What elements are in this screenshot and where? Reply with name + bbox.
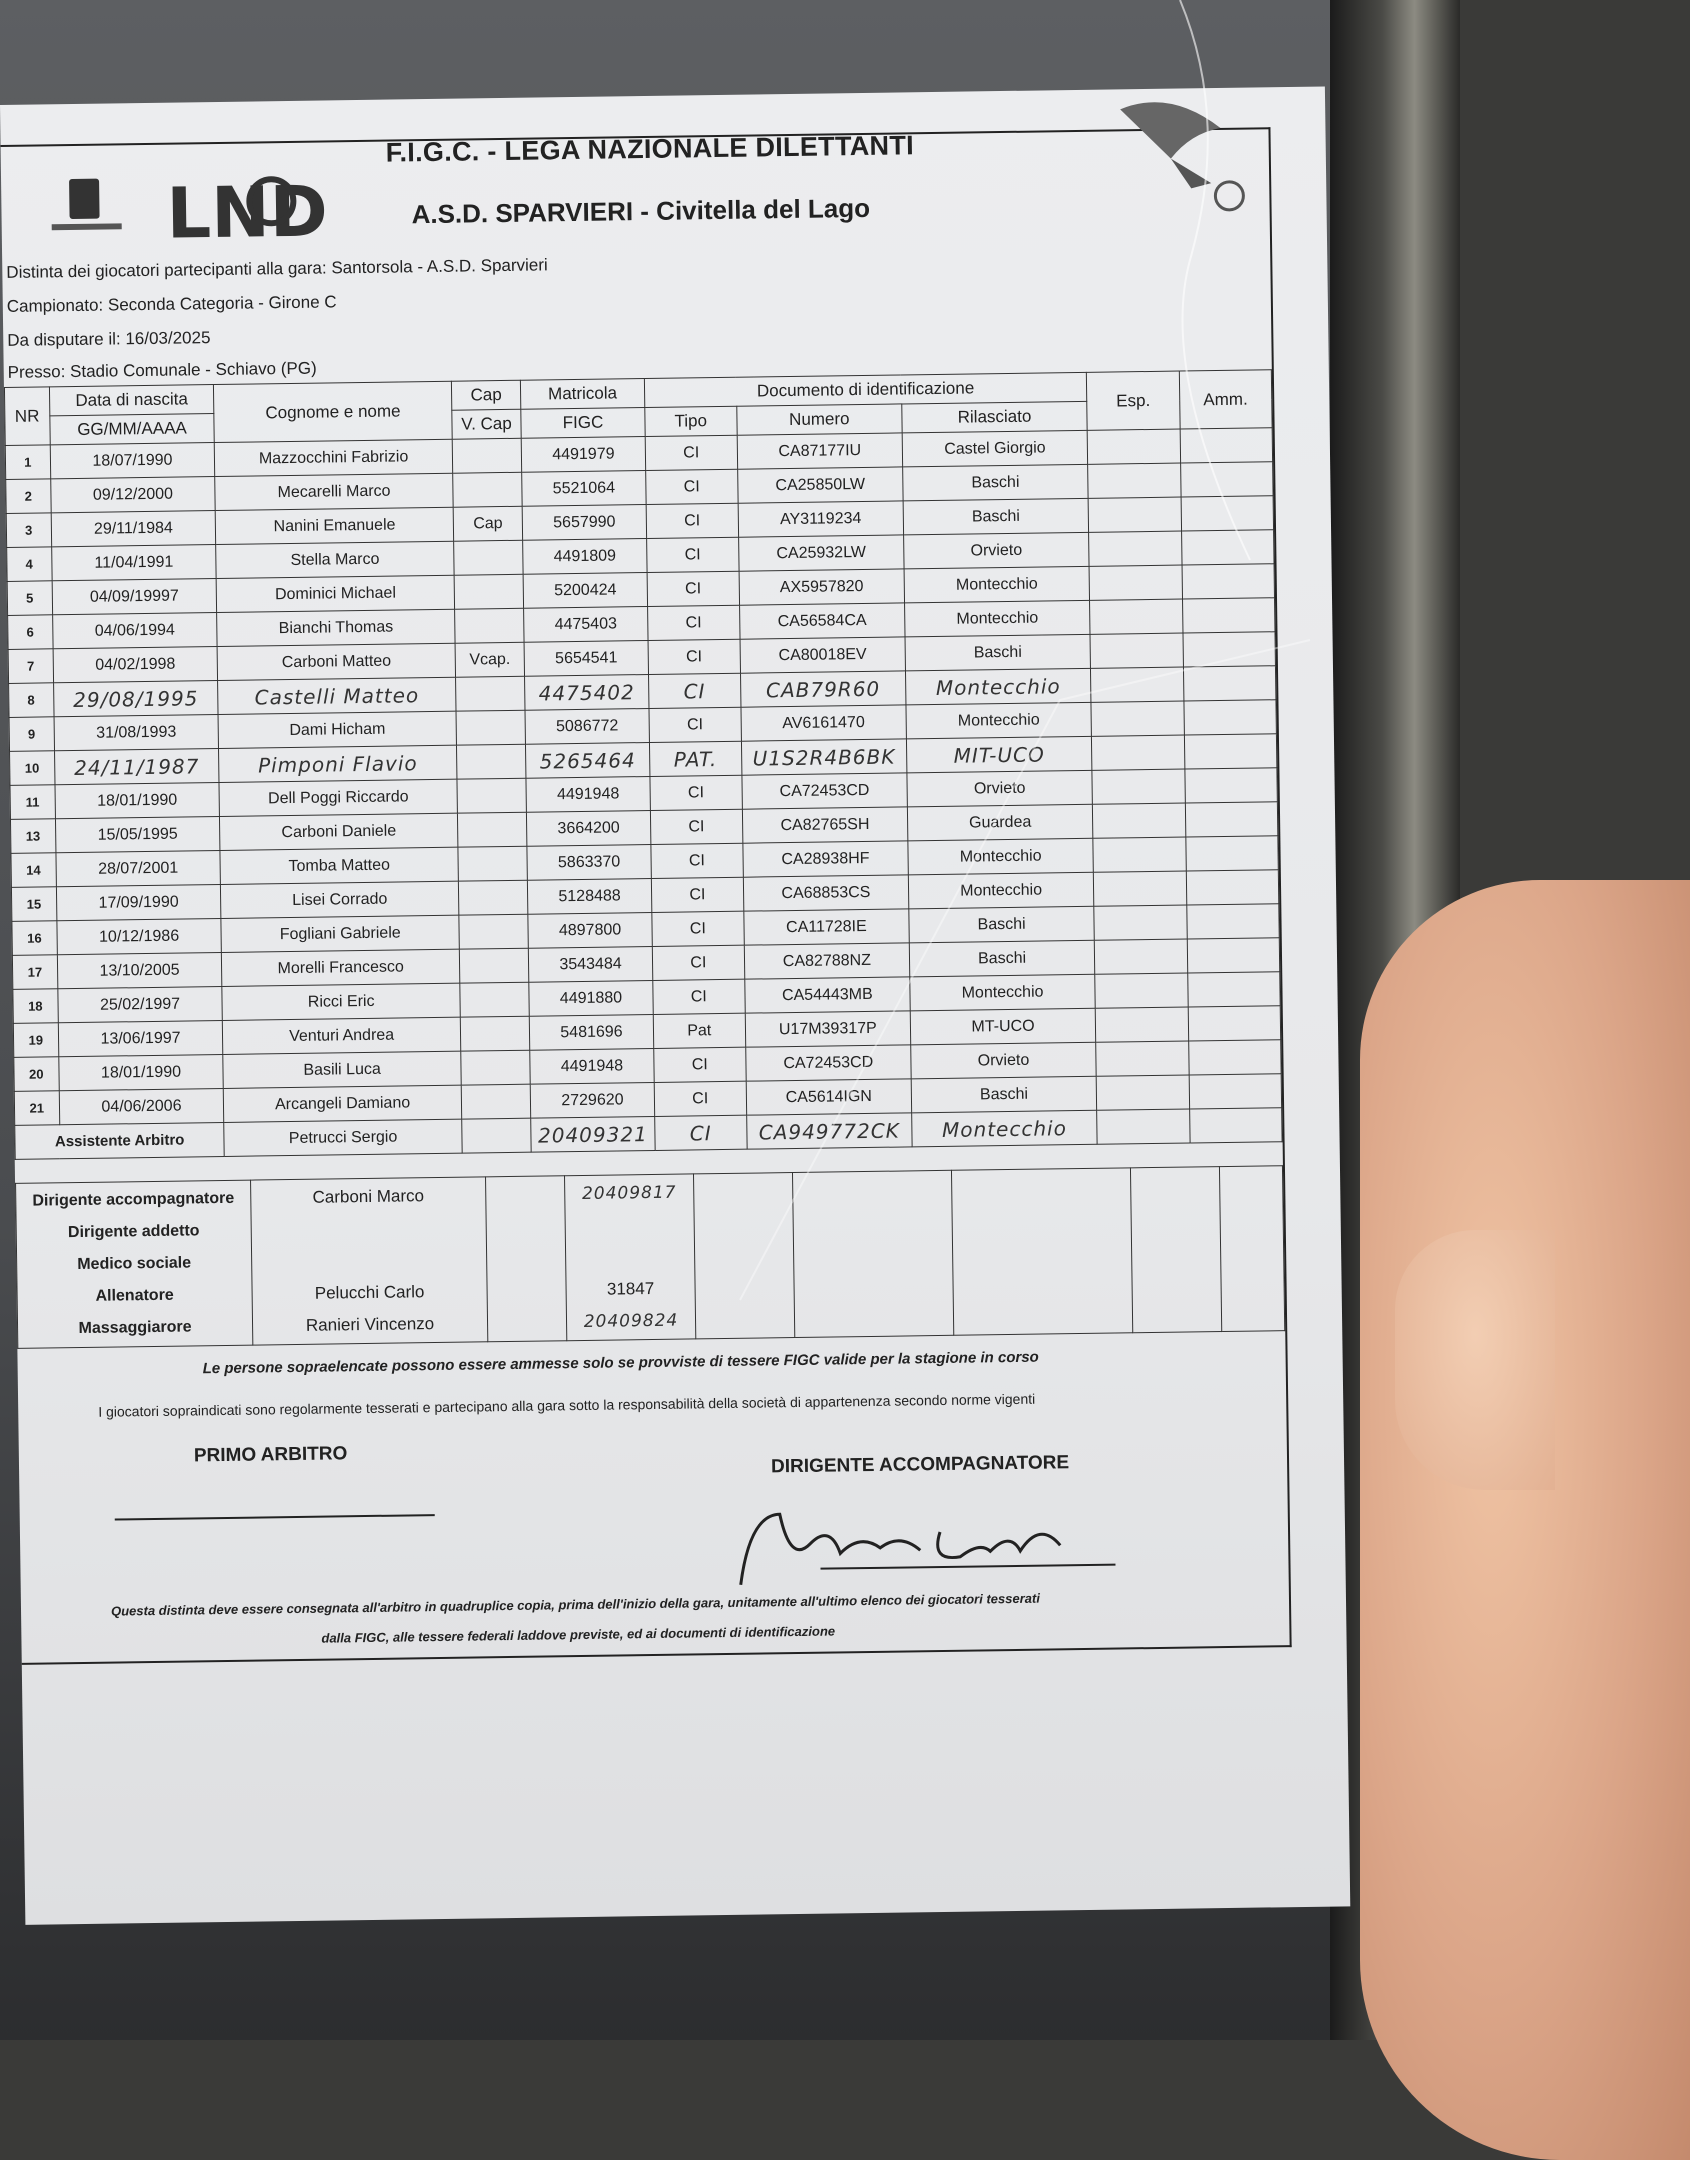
player-name: Venturi Andrea (223, 1017, 461, 1054)
federation-title: F.I.G.C. - LEGA NAZIONALE DILETTANTI (385, 130, 915, 168)
staff-role-massaggiatore: Massaggiarore (78, 1318, 192, 1338)
col-tipo: Tipo (644, 406, 737, 436)
player-cap (456, 744, 526, 779)
player-nr: 3 (6, 513, 51, 548)
player-tipo: CI (647, 605, 740, 640)
player-name: Bianchi Thomas (217, 609, 455, 646)
player-numero: U1S2R4B6BK (741, 739, 906, 775)
player-tipo: CI (645, 435, 738, 470)
player-numero: AX5957820 (739, 569, 904, 605)
player-matricola: 4491880 (529, 980, 653, 1016)
player-amm (1186, 904, 1279, 939)
player-tipo: CI (650, 809, 743, 844)
player-matricola: 3543484 (529, 946, 653, 982)
assistant-esp (1097, 1109, 1190, 1144)
player-rilasciato: Montecchio (908, 872, 1094, 909)
player-matricola: 4475403 (524, 607, 648, 643)
player-nr: 9 (9, 717, 54, 752)
staff-mat-medico (570, 1240, 690, 1274)
manager-label: DIRIGENTE ACCOMPAGNATORE (770, 1452, 1070, 1478)
player-rilasciato: Castel Giorgio (902, 430, 1088, 467)
player-matricola: 5481696 (530, 1014, 654, 1050)
player-nr: 8 (9, 683, 54, 718)
assistant-name: Petrucci Sergio (224, 1119, 462, 1156)
player-name: Mecarelli Marco (215, 473, 453, 510)
player-tipo: CI (652, 911, 745, 946)
player-matricola: 5521064 (522, 471, 646, 507)
player-birth: 28/07/2001 (56, 850, 221, 886)
player-numero: CA72453CD (742, 773, 907, 809)
player-tipo: CI (649, 707, 742, 742)
player-matricola: 5863370 (527, 844, 651, 880)
player-nr: 10 (10, 751, 55, 786)
player-tipo: CI (648, 673, 741, 708)
col-document: Documento di identificazione (644, 372, 1087, 407)
player-cap (458, 880, 528, 915)
player-esp (1094, 871, 1187, 906)
staff-name-massaggiatore: Ranieri Vincenzo (305, 1314, 435, 1335)
player-esp (1092, 769, 1185, 804)
staff-name-addetto (256, 1211, 482, 1246)
player-tipo: CI (646, 537, 739, 572)
player-nr: 4 (7, 547, 52, 582)
player-amm (1184, 700, 1277, 735)
player-numero: CA25850LW (738, 467, 903, 503)
finger (1360, 880, 1690, 2160)
player-numero: CA68853CS (743, 875, 908, 911)
assistant-tipo: CI (654, 1115, 747, 1150)
player-tipo: CI (650, 775, 743, 810)
player-rilasciato: Montecchio (905, 668, 1091, 705)
player-nr: 2 (6, 479, 51, 514)
player-cap: Vcap. (455, 642, 525, 677)
player-amm (1180, 462, 1273, 497)
player-nr: 6 (8, 615, 53, 650)
player-esp (1095, 939, 1188, 974)
player-name: Carboni Daniele (220, 813, 458, 850)
player-birth: 11/04/1991 (51, 545, 216, 581)
player-name: Morelli Francesco (222, 949, 460, 986)
player-amm (1188, 1040, 1281, 1075)
player-tipo: CI (651, 843, 744, 878)
player-birth: 18/07/1990 (50, 443, 215, 479)
player-birth: 09/12/2000 (50, 477, 215, 513)
player-amm (1186, 870, 1279, 905)
player-nr: 11 (10, 785, 55, 820)
player-birth: 04/09/19997 (52, 579, 217, 615)
staff-role-allenatore: Allenatore (95, 1286, 174, 1305)
staff-mat-dirigente: 20409817 (581, 1182, 677, 1204)
player-rilasciato: Baschi (903, 498, 1089, 535)
player-numero: CA11728IE (744, 909, 909, 945)
player-nr: 20 (14, 1057, 59, 1092)
staff-mat-massaggiatore: 20409824 (583, 1310, 679, 1332)
player-numero: CA25932LW (739, 535, 904, 571)
player-numero: CA87177IU (737, 433, 902, 469)
col-vcap: V. Cap (452, 409, 522, 439)
player-rilasciato: Baschi (905, 634, 1091, 671)
player-numero: CA28938HF (743, 841, 908, 877)
staff-mat-allenatore: 31847 (606, 1278, 655, 1299)
assistant-amm (1189, 1108, 1282, 1143)
player-esp (1097, 1075, 1190, 1110)
staff-name-medico (256, 1243, 482, 1278)
player-birth: 18/01/1990 (55, 783, 220, 819)
assistant-numero: CA949772CK (747, 1113, 912, 1149)
player-cap (460, 1016, 530, 1051)
player-cap (461, 1050, 531, 1085)
player-nr: 18 (13, 989, 58, 1024)
player-nr: 16 (12, 921, 57, 956)
player-matricola: 4491979 (522, 437, 646, 473)
player-numero: AY3119234 (738, 501, 903, 537)
player-amm (1187, 972, 1280, 1007)
player-nr: 13 (10, 819, 55, 854)
player-matricola: 3664200 (527, 810, 651, 846)
player-cap (454, 574, 524, 609)
player-tipo: CI (648, 639, 741, 674)
player-rilasciato: Orvieto (907, 770, 1093, 807)
player-name: Basili Luca (223, 1051, 461, 1088)
player-rilasciato: Baschi (911, 1076, 1097, 1113)
player-name: Dominici Michael (217, 575, 455, 612)
player-cap (453, 472, 523, 507)
staff-name-allenatore: Pelucchi Carlo (314, 1282, 425, 1303)
staff-name-dirigente: Carboni Marco (312, 1186, 425, 1207)
player-name: Fogliani Gabriele (221, 915, 459, 952)
club-title: A.S.D. SPARVIERI - Civitella del Lago (411, 192, 871, 230)
player-name: Nanini Emanuele (216, 507, 454, 544)
player-name: Tomba Matteo (220, 847, 458, 884)
player-rilasciato: Guardea (907, 804, 1093, 841)
player-matricola: 5128488 (528, 878, 652, 914)
player-amm (1183, 666, 1276, 701)
player-cap (458, 846, 528, 881)
player-rilasciato: Montecchio (904, 566, 1090, 603)
player-nr: 15 (11, 887, 56, 922)
player-numero: CA72453CD (746, 1045, 911, 1081)
col-birth-format: GG/MM/AAAA (49, 414, 214, 445)
col-figc: FIGC (521, 408, 645, 439)
player-tipo: CI (651, 877, 744, 912)
col-rilasciato: Rilasciato (902, 401, 1088, 433)
player-matricola: 4897800 (528, 912, 652, 948)
player-name: Lisei Corrado (221, 881, 459, 918)
player-matricola: 5657990 (522, 505, 646, 541)
player-esp (1088, 497, 1181, 532)
player-esp (1091, 667, 1184, 702)
player-esp (1094, 905, 1187, 940)
player-matricola: 4491948 (526, 776, 650, 812)
staff-mat-addetto (569, 1208, 689, 1242)
player-rilasciato: Montecchio (906, 702, 1092, 739)
player-rilasciato: Baschi (902, 464, 1088, 501)
player-nr: 5 (7, 581, 52, 616)
player-rilasciato: Baschi (909, 906, 1095, 943)
player-nr: 21 (14, 1091, 59, 1126)
player-esp (1090, 633, 1183, 668)
player-esp (1093, 837, 1186, 872)
player-nr: 1 (5, 445, 50, 480)
player-matricola: 5265464 (526, 742, 650, 778)
footer-note-2: dalla FIGC, alle tessere federali laddove previste, ed ai documenti di identificazione (321, 1623, 836, 1646)
player-name: Dell Poggi Riccardo (219, 779, 457, 816)
player-name: Castelli Matteo (218, 677, 456, 714)
player-birth: 04/02/1998 (53, 647, 218, 683)
player-birth: 18/01/1990 (58, 1054, 223, 1090)
col-cap: Cap (451, 380, 521, 410)
player-cap (457, 812, 527, 847)
player-name: Pimponi Flavio (219, 745, 457, 782)
player-rilasciato: MT-UCO (910, 1008, 1096, 1045)
col-birth: Data di nascita (49, 385, 214, 416)
player-amm (1185, 768, 1278, 803)
player-birth: 13/10/2005 (57, 952, 222, 988)
col-nr: NR (4, 387, 49, 446)
player-rilasciato: Montecchio (904, 600, 1090, 637)
player-birth: 17/09/1990 (56, 884, 221, 920)
player-amm (1185, 802, 1278, 837)
player-numero: CA82765SH (742, 807, 907, 843)
player-birth: 25/02/1997 (57, 986, 222, 1022)
player-name: Arcangeli Damiano (224, 1085, 462, 1122)
manager-signature (719, 1469, 1141, 1605)
venue-info: Presso: Stadio Comunale - Schiavo (PG) (7, 358, 317, 382)
player-name: Dami Hicham (218, 711, 456, 748)
staff-role-dirigente: Dirigente accompagnatore (32, 1189, 235, 1210)
player-nr: 14 (11, 853, 56, 888)
player-esp (1088, 463, 1181, 498)
player-rilasciato: Montecchio (908, 838, 1094, 875)
staff-table (15, 1165, 1285, 1349)
player-numero: CA56584CA (739, 603, 904, 639)
championship-info: Campionato: Seconda Categoria - Girone C (6, 292, 337, 316)
player-matricola: 5086772 (525, 709, 649, 745)
player-cap: Cap (453, 506, 523, 541)
player-esp (1095, 973, 1188, 1008)
player-tipo: PAT. (649, 741, 742, 776)
players-table (4, 369, 1283, 1160)
player-tipo: Pat (653, 1013, 746, 1048)
player-rilasciato: Orvieto (903, 532, 1089, 569)
staff-role-medico: Medico sociale (77, 1254, 192, 1274)
player-esp (1092, 735, 1185, 770)
match-info: Distinta dei giocatori partecipanti alla gara: Santorsola - A.S.D. Sparvieri (6, 255, 548, 282)
assistant-matricola: 20409321 (531, 1116, 655, 1152)
date-info: Da disputare il: 16/03/2025 (7, 328, 211, 350)
player-birth: 10/12/1986 (56, 918, 221, 954)
player-birth: 29/08/1995 (53, 681, 218, 717)
player-amm (1189, 1074, 1282, 1109)
player-tipo: CI (653, 1047, 746, 1082)
player-esp (1088, 429, 1181, 464)
player-birth: 04/06/2006 (59, 1088, 224, 1124)
assistant-rilasciato: Montecchio (911, 1110, 1097, 1147)
player-cap (455, 676, 525, 711)
player-esp (1093, 803, 1186, 838)
players-note: I giocatori sopraindicati sono regolarmente tesserati e partecipano alla gara sotto la responsabilità della società di appartenenza secondo norme vigenti (98, 1390, 1036, 1420)
player-amm (1183, 632, 1276, 667)
player-cap (452, 438, 522, 473)
player-numero: AV6161470 (741, 705, 906, 741)
player-name: Mazzocchini Fabrizio (215, 439, 453, 476)
player-nr: 7 (8, 649, 53, 684)
player-name: Ricci Eric (222, 983, 460, 1020)
lnd-logo (41, 141, 329, 264)
match-sheet (0, 87, 1350, 1925)
player-numero: CA82788NZ (744, 943, 909, 979)
player-rilasciato: MIT-UCO (906, 736, 1092, 773)
player-name: Stella Marco (216, 541, 454, 578)
col-matricola: Matricola (521, 379, 645, 410)
player-matricola: 2729620 (531, 1082, 655, 1118)
col-amm: Amm. (1179, 370, 1272, 429)
player-cap (461, 1084, 531, 1119)
player-cap (457, 778, 527, 813)
player-tipo: CI (654, 1081, 747, 1116)
finger-tip (1395, 1230, 1555, 1490)
player-amm (1182, 598, 1275, 633)
player-amm (1184, 734, 1277, 769)
player-rows (5, 428, 1281, 1126)
player-esp (1089, 531, 1182, 566)
col-numero: Numero (737, 404, 902, 435)
staff-role-addetto: Dirigente addetto (67, 1222, 200, 1242)
player-cap (456, 710, 526, 745)
player-tipo: CI (647, 571, 740, 606)
player-numero: CA5614IGN (746, 1079, 911, 1115)
player-amm (1187, 938, 1280, 973)
player-birth: 15/05/1995 (55, 816, 220, 852)
player-matricola: 5654541 (524, 641, 648, 677)
player-amm (1185, 836, 1278, 871)
player-tipo: CI (645, 469, 738, 504)
player-nr: 17 (12, 955, 57, 990)
player-esp (1089, 565, 1182, 600)
player-birth: 29/11/1984 (51, 511, 216, 547)
player-matricola: 5200424 (523, 573, 647, 609)
sparvieri-hawk-logo (1110, 87, 1262, 219)
footer-note-1: Questa distinta deve essere consegnata all'arbitro in quadruplice copia, prima dell'inizio della gara, unitamente all'ultimo elenco dei giocatori tesserati (110, 1590, 1040, 1619)
player-amm (1180, 428, 1273, 463)
player-amm (1181, 496, 1274, 531)
player-esp (1090, 599, 1183, 634)
player-matricola: 4475402 (525, 675, 649, 711)
player-cap (459, 914, 529, 949)
assistant-cap (462, 1118, 532, 1153)
player-tipo: CI (652, 979, 745, 1014)
player-matricola: 4491809 (523, 539, 647, 575)
player-esp (1096, 1041, 1189, 1076)
player-esp (1096, 1007, 1189, 1042)
player-birth: 31/08/1993 (54, 715, 219, 751)
player-birth: 13/06/1997 (58, 1020, 223, 1056)
player-amm (1188, 1006, 1281, 1041)
player-amm (1181, 530, 1274, 565)
player-matricola: 4491948 (530, 1048, 654, 1084)
player-numero: CAB79R60 (740, 671, 905, 707)
player-tipo: CI (652, 945, 745, 980)
col-name: Cognome e nome (214, 381, 452, 442)
player-rilasciato: Montecchio (910, 974, 1096, 1011)
player-cap (460, 982, 530, 1017)
player-name: Carboni Matteo (218, 643, 456, 680)
player-cap (459, 948, 529, 983)
player-amm (1182, 564, 1275, 599)
player-birth: 04/06/1994 (52, 613, 217, 649)
col-esp: Esp. (1087, 371, 1180, 430)
figc-card-note: Le persone sopraelencate possono essere ammesse solo se provviste di tessere FIGC valide per la stagione in corso (202, 1348, 1039, 1378)
player-tipo: CI (646, 503, 739, 538)
player-cap (454, 608, 524, 643)
player-rilasciato: Baschi (909, 940, 1095, 977)
player-cap (453, 540, 523, 575)
player-rilasciato: Orvieto (910, 1042, 1096, 1079)
player-numero: CA80018EV (740, 637, 905, 673)
player-numero: CA54443MB (745, 977, 910, 1013)
assistant-role: Assistente Arbitro (15, 1122, 225, 1159)
svg-text:LND: LND (165, 170, 329, 255)
player-numero: U17M39317P (745, 1011, 910, 1047)
referee-label: PRIMO ARBITRO (193, 1443, 348, 1467)
player-esp (1091, 701, 1184, 736)
player-nr: 19 (13, 1023, 58, 1058)
player-birth: 24/11/1987 (54, 749, 219, 785)
